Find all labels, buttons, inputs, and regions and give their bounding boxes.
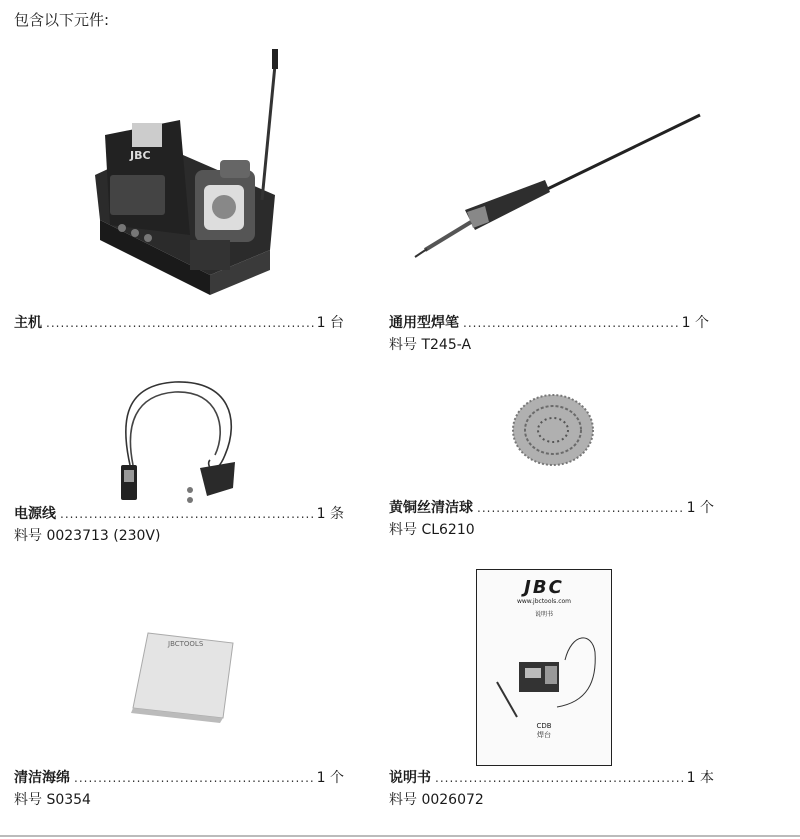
item-qty: 1 个 [681, 315, 709, 331]
manual-url: www.jbctools.com [516, 598, 572, 605]
item-brass-wool [389, 498, 714, 540]
sponge-brand: JBCTOOLS [168, 640, 204, 648]
item-pencil [389, 313, 709, 355]
item-station [14, 313, 344, 333]
item-name: 电源线 [14, 506, 56, 522]
leader-dots [463, 313, 679, 333]
item-qty: 1 条 [316, 506, 344, 522]
leader-dots [477, 498, 684, 518]
item-part-number: 料号 0023713 (230V) [14, 528, 161, 544]
soldering-pencil-image [405, 110, 705, 265]
item-qty: 1 本 [686, 770, 714, 786]
item-name: 黄铜丝清洁球 [389, 500, 473, 516]
leader-dots [46, 313, 314, 333]
item-name: 说明书 [389, 770, 431, 786]
item-part-number: 料号 CL6210 [389, 522, 475, 538]
manual-model: CDB [536, 722, 552, 730]
item-part-number: 料号 S0354 [14, 792, 91, 808]
manual-model-desc: 焊台 [537, 731, 551, 739]
manual-cover [476, 569, 612, 766]
bottom-rule [0, 835, 800, 837]
leader-dots [74, 768, 314, 788]
station-logo: JBC [130, 149, 151, 162]
item-qty: 1 个 [686, 500, 714, 516]
manual-title: 说明书 [534, 611, 553, 618]
item-manual [389, 768, 714, 810]
page-heading: 包含以下元件: [14, 11, 110, 29]
leader-dots [435, 768, 684, 788]
brass-wool-image [508, 390, 598, 470]
item-name: 清洁海绵 [14, 770, 70, 786]
item-sponge [14, 768, 344, 810]
item-part-number: 料号 T245-A [389, 337, 472, 353]
power-cord-image [115, 370, 245, 510]
station-image [80, 35, 340, 310]
item-qty: 1 个 [316, 770, 344, 786]
sponge-image [128, 628, 248, 723]
manual-logo: JBC [524, 577, 564, 598]
leader-dots [60, 504, 314, 524]
manual-illustration [477, 622, 607, 722]
item-part-number: 料号 0026072 [389, 792, 484, 808]
item-qty: 1 台 [316, 315, 344, 331]
item-power-cord [14, 504, 344, 546]
item-name: 通用型焊笔 [389, 315, 459, 331]
item-name: 主机 [14, 315, 42, 331]
